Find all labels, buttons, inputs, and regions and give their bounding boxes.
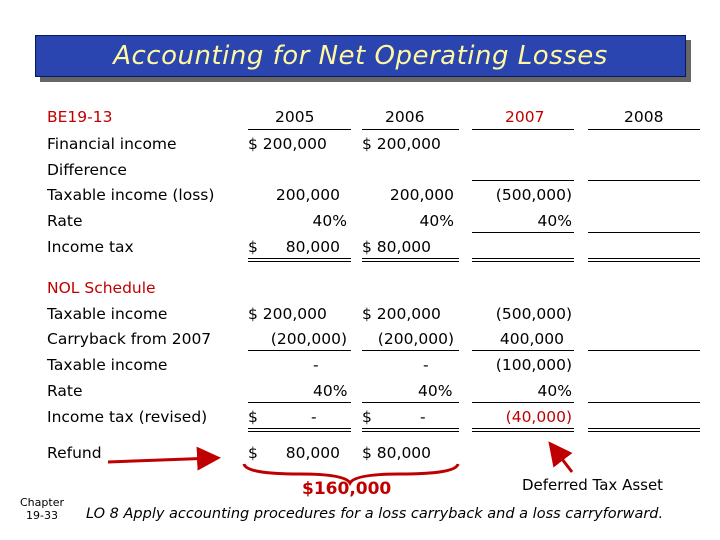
learning-objective: LO 8 Apply accounting procedures for a loss carryback and a loss carryforward. (86, 506, 664, 522)
row-label: Financial income (47, 135, 177, 153)
income-tax-revised-2007: (40,000) (505, 408, 572, 426)
row-label: Difference (47, 161, 127, 179)
taxable-income-2007: (500,000) (495, 186, 572, 204)
nol-rate-2007: 40% (537, 382, 572, 400)
row-label: Taxable income (47, 356, 168, 374)
refund-arrow (108, 458, 215, 462)
income-tax-2005-dollar: $ (248, 238, 258, 256)
taxable-income-2005: 200,000 (275, 186, 340, 204)
income-tax-revised-2006-dollar: $ (362, 408, 372, 426)
row-label: Rate (47, 212, 83, 230)
financial-income-2005: $ 200,000 (248, 135, 327, 153)
income-tax-2006: $ 80,000 (362, 238, 432, 256)
taxable-income2-2006: - (423, 356, 429, 374)
financial-income-2006: $ 200,000 (362, 135, 441, 153)
rate-2006: 40% (419, 212, 454, 230)
nol-rate-2005: 40% (313, 382, 348, 400)
year-2008-header: 2008 (624, 108, 664, 126)
taxable-income2-2007: (100,000) (495, 356, 572, 374)
row-label: Carryback from 2007 (47, 330, 212, 348)
refund-2005: 80,000 (285, 444, 340, 462)
schedule-label: BE19-13 (47, 108, 113, 126)
refund-2006: $ 80,000 (362, 444, 432, 462)
chapter-line1: Chapter (20, 496, 64, 509)
row-label: Taxable income (loss) (47, 186, 215, 204)
year-2005-header: 2005 (275, 108, 315, 126)
deferred-tax-arrow (552, 446, 572, 472)
nol-taxable-income-2005: $ 200,000 (248, 305, 327, 323)
nol-schedule-heading: NOL Schedule (47, 279, 156, 297)
row-label: Refund (47, 444, 102, 462)
year-2007-header: 2007 (505, 108, 545, 126)
nol-taxable-income-2007: (500,000) (495, 305, 572, 323)
carryback-2006: (200,000) (377, 330, 454, 348)
rate-2007: 40% (537, 212, 572, 230)
taxable-income-2006: 200,000 (389, 186, 454, 204)
deferred-tax-asset-label: Deferred Tax Asset (522, 476, 664, 494)
refund-2005-dollar: $ (248, 444, 258, 462)
income-tax-revised-2006: - (420, 408, 426, 426)
rate-2005: 40% (312, 212, 347, 230)
carryback-2007: 400,000 (499, 330, 564, 348)
chapter-label (14, 496, 70, 522)
taxable-income2-2005: - (313, 356, 319, 374)
year-2006-header: 2006 (385, 108, 425, 126)
income-tax-2005: 80,000 (285, 238, 340, 256)
income-tax-revised-2005-dollar: $ (248, 408, 258, 426)
row-label: Income tax (revised) (47, 408, 208, 426)
total-refund-label: $160,000 (302, 479, 392, 499)
nol-rate-2006: 40% (418, 382, 453, 400)
chapter-line2: 19-33 (26, 509, 58, 522)
nol-taxable-income-2006: $ 200,000 (362, 305, 441, 323)
carryback-2005: (200,000) (270, 330, 347, 348)
row-label: Rate (47, 382, 83, 400)
page-title: Accounting for Net Operating Losses (113, 41, 608, 71)
income-tax-revised-2005: - (311, 408, 317, 426)
row-label: Taxable income (47, 305, 168, 323)
row-label: Income tax (47, 238, 134, 256)
